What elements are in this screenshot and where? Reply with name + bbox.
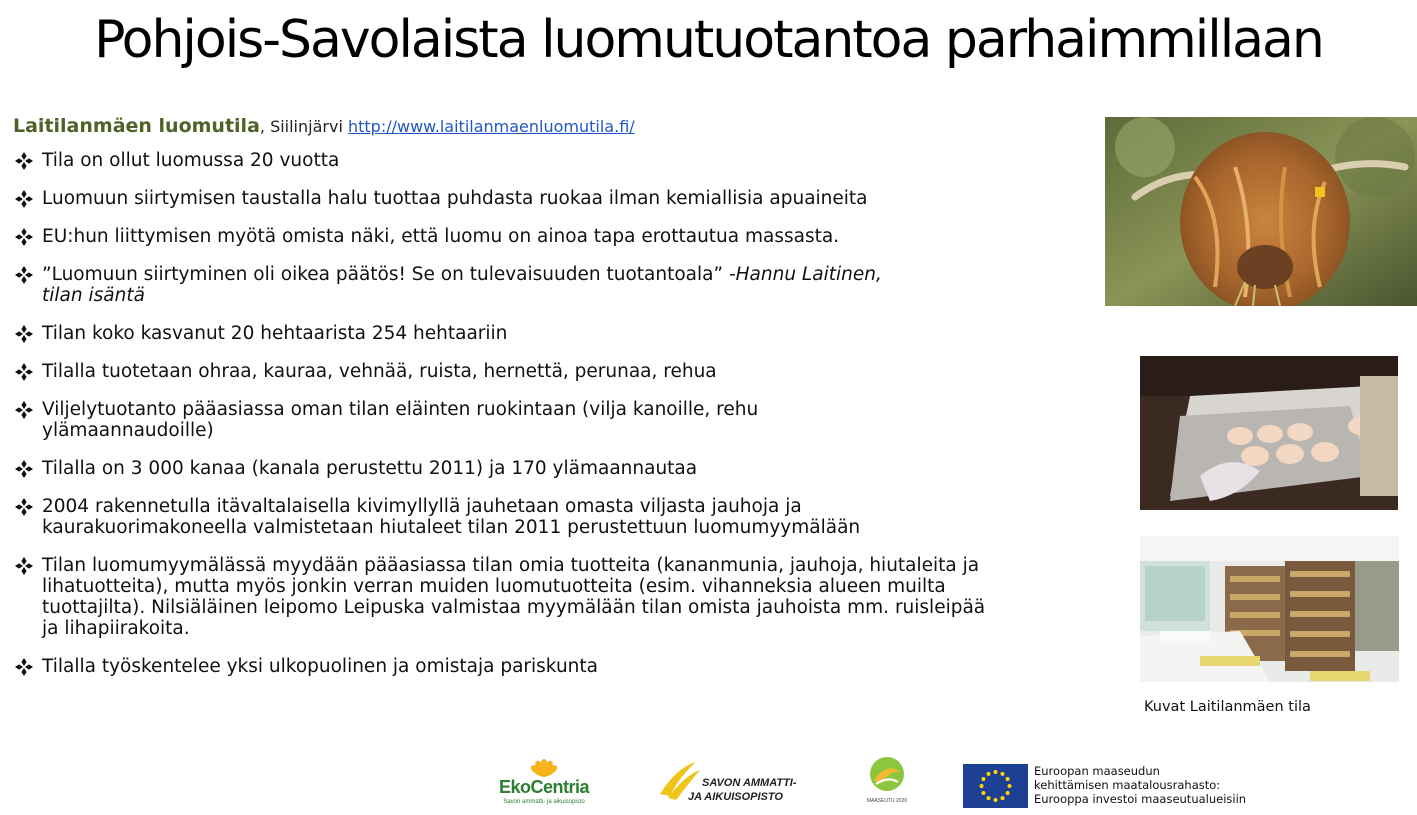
list-item: EU:hun liittymisen myötä omista näki, että luomu on ainoa tapa erottautua massasta. [14,226,1014,247]
savon-ammattiopisto-logo [658,760,808,806]
ekocentria-logo [488,754,600,808]
diamond-bullet-icon [14,556,34,576]
ekocentria-brand-text: EkoCentria [498,777,590,797]
savon-line2-text: JA AIKUISOPISTO [688,791,783,803]
list-item [14,264,922,306]
quote-author: -Hannu Laitinen, tilan isäntä [42,264,882,306]
farm-website-link[interactable]: http://www.laitilanmaenluomutila.fi/ [347,117,635,136]
list-item: Tilan luomumyymälässä myydään pääasiassa tilan omia tuotteita (kananmunia, jauhoja, hiutaleita ja lihatuotteita), mutta myös jonkin verran muiden luomutuotteita (esim. vihanneksia alueen muilta tuottajilta). Nilsiäläinen leipomo Leipuska valmistaa myymälään tilan omista jauhoista mm. ruisleipää ja lihapiirakoita. [14,555,992,639]
list-item: Tilalla tuotetaan ohraa, kauraa, vehnää, ruista, hernettä, perunaa, rehua [14,361,1014,382]
farm-place: , Siilinjärvi [259,117,348,136]
diamond-bullet-icon [14,657,34,677]
savon-line1-text: SAVON AMMATTI- [702,777,797,789]
list-item: Luomuun siirtymisen taustalla halu tuottaa puhdasta ruokaa ilman kemiallisia apuaineita [14,188,1014,209]
diamond-bullet-icon [14,324,34,344]
list-item: Tila on ollut luomussa 20 vuotta [14,150,1014,171]
eu-flag-logo [963,764,1028,808]
diamond-bullet-icon [14,151,34,171]
list-item: Viljelytuotanto pääasiassa oman tilan eläinten ruokintaan (vilja kanoille, rehu ylämaannaudoille) [14,399,902,441]
farm-name: Laitilanmäen luomutila [13,115,260,137]
fact-list [14,150,1014,694]
list-item: Tilalla työskentelee yksi ulkopuolinen ja omistaja pariskunta [14,656,1014,677]
list-item: 2004 rakennetulla itävaltalaisella kivimyllyllä jauhetaan omasta viljasta jauhoja ja kaurakuorimakoneella valmistetaan hiutaleet tilan 2011 perustettuun luomumyymälään [14,496,1002,538]
diamond-bullet-icon [14,362,34,382]
diamond-bullet-icon [14,189,34,209]
maaseutu-2020-logo [864,754,910,806]
farm-header [13,114,635,139]
egg-sorting-photo [1140,356,1398,510]
highland-cattle-photo [1105,117,1417,306]
farm-shop-photo [1140,536,1399,682]
diamond-bullet-icon [14,227,34,247]
photo-caption: Kuvat Laitilanmäen tila [1144,699,1311,715]
list-item: Tilan koko kasvanut 20 hehtaarista 254 hehtaariin [14,323,1014,344]
diamond-bullet-icon [14,497,34,517]
diamond-bullet-icon [14,265,34,285]
diamond-bullet-icon [14,459,34,479]
diamond-bullet-icon [14,400,34,420]
list-item: Tilalla on 3 000 kanaa (kanala perustettu 2011) ja 170 ylämaannautaa [14,458,1014,479]
maaseutu-text: MAASEUTU 2020 [866,798,908,804]
eu-fund-text: Euroopan maaseudun kehittämisen maatalousrahasto: Eurooppa investoi maaseutualueisiin [1034,764,1247,806]
slide-title: Pohjois-Savolaista luomutuotantoa parhaimmillaan [94,10,1323,70]
ekocentria-sub-text: Savon ammatti- ja aikuisopisto [503,799,585,805]
quote-text: ”Luomuun siirtyminen oli oikea päätös! Se on tulevaisuuden tuotantoala” [42,264,729,285]
